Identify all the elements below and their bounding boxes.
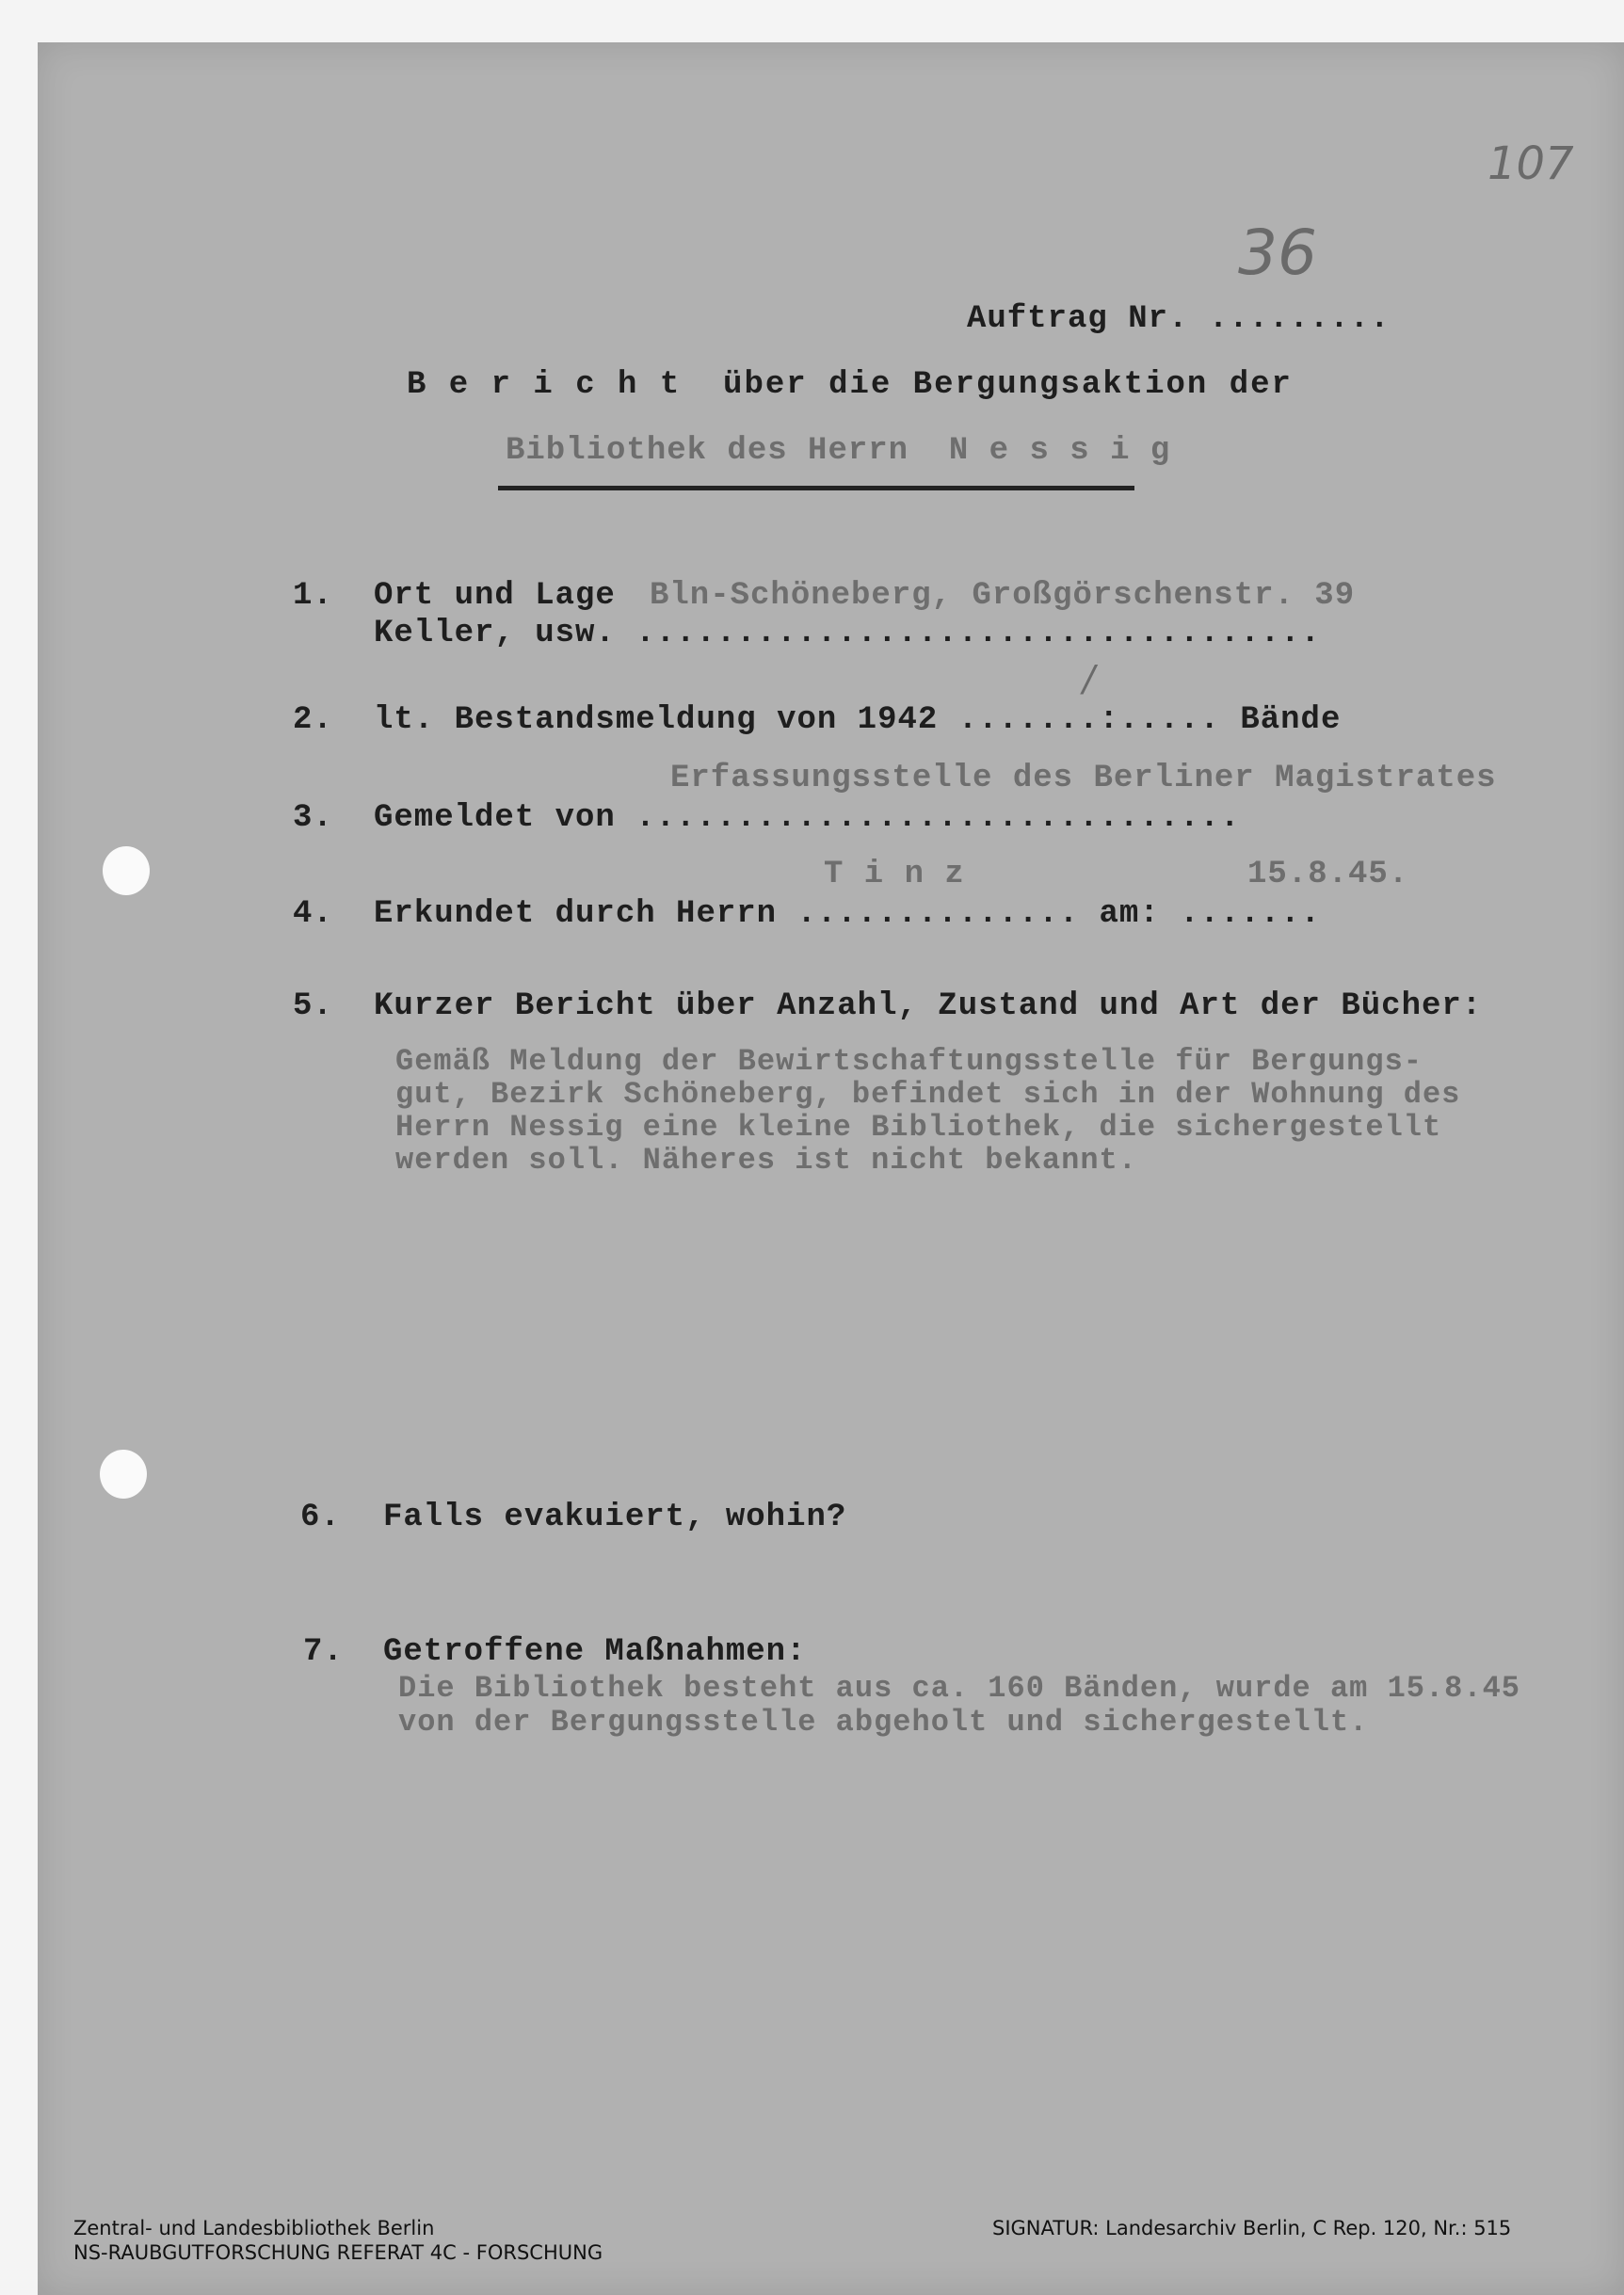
subject-underline — [498, 486, 1134, 490]
item-5-body-line: gut, Bezirk Schöneberg, befindet sich in der Wohnung des — [395, 1077, 1461, 1112]
item-6-number: 6. — [300, 1500, 341, 1535]
item-4-date: 15.8.45. — [1247, 857, 1409, 892]
item-5-label: Kurzer Bericht über Anzahl, Zustand und Art der Bücher: — [374, 988, 1483, 1024]
item-4-label: Erkundet durch Herrn .............. am: ....... — [374, 896, 1321, 932]
punch-hole — [100, 1450, 147, 1499]
document-subject: Bibliothek des Herrn N e s s i g — [506, 433, 1171, 469]
item-1-number: 1. — [293, 578, 333, 614]
item-2-value: / — [1083, 658, 1095, 699]
item-5-body-line: Gemäß Meldung der Bewirtschaftungsstelle für Bergungs- — [395, 1044, 1423, 1079]
item-3-label: Gemeldet von .............................. — [374, 800, 1241, 836]
handwritten-order-number: 36 — [1238, 217, 1317, 289]
item-5-body-line: werden soll. Näheres ist nicht bekannt. — [395, 1143, 1137, 1178]
item-7-body-line: von der Bergungsstelle abgeholt und sichergestellt. — [398, 1705, 1369, 1740]
item-7-body-line: Die Bibliothek besteht aus ca. 160 Bänden, wurde am 15.8.45 — [398, 1671, 1520, 1706]
item-4-number: 4. — [293, 896, 333, 932]
item-1-label: Ort und Lage — [374, 578, 616, 614]
footer-department: NS-RAUBGUTFORSCHUNG REFERAT 4C - FORSCHUNG — [73, 2241, 603, 2264]
item-3-value: Erfassungsstelle des Berliner Magistrates — [670, 761, 1497, 796]
item-1-value: Bln-Schöneberg, Großgörschenstr. 39 — [650, 578, 1356, 614]
item-1-label-line2: Keller, usw. .................................. — [374, 616, 1321, 651]
item-6-label: Falls evakuiert, wohin? — [383, 1500, 847, 1535]
item-5-number: 5. — [293, 988, 333, 1024]
item-5-body-line: Herrn Nessig eine kleine Bibliothek, die sichergestellt — [395, 1110, 1442, 1145]
item-2-label: lt. Bestandsmeldung von 1942 .......:..... Bände — [374, 702, 1342, 738]
item-2-number: 2. — [293, 702, 333, 738]
item-7-label: Getroffene Maßnahmen: — [383, 1634, 807, 1670]
punch-hole — [103, 846, 150, 895]
item-4-value: T i n z — [824, 857, 965, 892]
item-3-number: 3. — [293, 800, 333, 836]
handwritten-page-number: 107 — [1487, 137, 1574, 190]
item-7-number: 7. — [303, 1634, 344, 1670]
footer-institution: Zentral- und Landesbibliothek Berlin — [73, 2217, 435, 2239]
footer-signature: SIGNATUR: Landesarchiv Berlin, C Rep. 120, Nr.: 515 — [992, 2217, 1512, 2239]
document-title: B e r i c h t über die Bergungsaktion der — [407, 367, 1293, 403]
order-number-label: Auftrag Nr. ......... — [967, 301, 1391, 337]
